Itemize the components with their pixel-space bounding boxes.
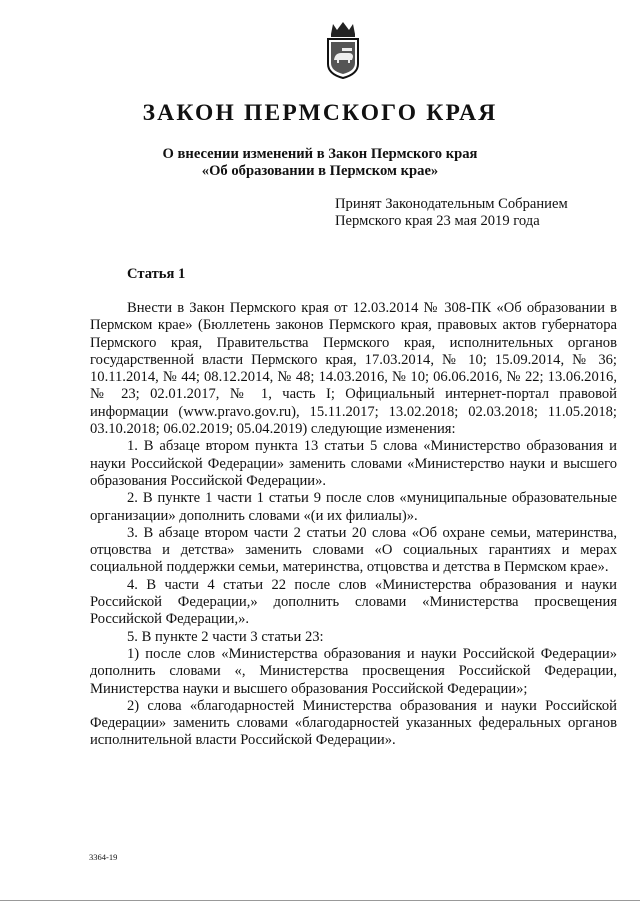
article-paragraph: 1. В абзаце втором пункта 13 статьи 5 слова «Министерство образования и науки Российской Федерации» заменить словами «Министерство науки и высшего образования Российской Федерации». bbox=[90, 438, 617, 489]
page-edge-divider bbox=[0, 900, 640, 901]
article-paragraph: 3. В абзаце втором части 2 статьи 20 слова «Об охране семьи, материнства, отцовства и детства» заменить словами «О социальных гарантиях и мерах социальной поддержки семьи, материнства, отцовства и детства в Пермском крае». bbox=[90, 524, 617, 576]
article-paragraph: 2. В пункте 1 части 1 статьи 9 после слов «муниципальные образовательные организации» дополнить словами «(и их филиалы)». bbox=[90, 490, 617, 524]
subtitle-line: О внесении изменений в Закон Пермского края bbox=[162, 146, 478, 162]
article-body bbox=[90, 300, 617, 750]
law-subtitle bbox=[0, 146, 640, 180]
article-paragraph: 1) после слов «Министерства образования и науки Российской Федерации» дополнить словами «, Министерства просвещения Российской Федерации, Министерства науки и высшего образования Российской Федерации»; bbox=[90, 645, 617, 697]
law-title: ЗАКОН ПЕРМСКОГО КРАЯ bbox=[142, 100, 498, 126]
perm-krai-coat-of-arms-icon bbox=[323, 20, 363, 80]
article-paragraph: 5. В пункте 2 части 3 статьи 23: bbox=[127, 628, 324, 645]
article-heading: Статья 1 bbox=[127, 266, 186, 282]
subtitle-line: «Об образовании в Пермском крае» bbox=[201, 163, 439, 179]
article-paragraph: 4. В части 4 статьи 22 после слов «Министерства образования и науки Российской Федерации,» дополнить словами «Министерства просвещения Российской Федерации,». bbox=[90, 576, 617, 628]
article-paragraph: 2) слова «благодарностей Министерства образования и науки Российской Федерации» заменить словами «благодарностей указанных федеральных органов исполнительной власти Российской Федерации». bbox=[90, 697, 617, 749]
adoption-line: Пермского края 23 мая 2019 года bbox=[335, 213, 540, 229]
adoption-line: Принят Законодательным Собранием bbox=[335, 196, 568, 212]
adoption-note bbox=[335, 196, 568, 230]
document-number: 3364-19 bbox=[89, 852, 118, 862]
article-paragraph: Внести в Закон Пермского края от 12.03.2014 № 308-ПК «Об образовании в Пермском крае» (Бюллетень законов Пермского края, правовых актов губернатора Пермского края, Правительства Пермского края, исполнительных органов государственной власти Пермского края, 17.03.2014, № 10; 15.09.2014, № 36; 10.11.2014, № 44; 08.12.2014, № 48; 14.03.2016, № 10; 06.06.2016, № 22; 13.06.2016, № 23; 02.01.2017, № 1, часть I; Официальный интернет-портал правовой информации (www.pravo.gov.ru), 15.11.2017; 13.02.2018; 02.03.2018; 11.05.2018; 03.10.2018; 06.02.2019; 05.04.2019) следующие изменения: bbox=[90, 300, 617, 438]
